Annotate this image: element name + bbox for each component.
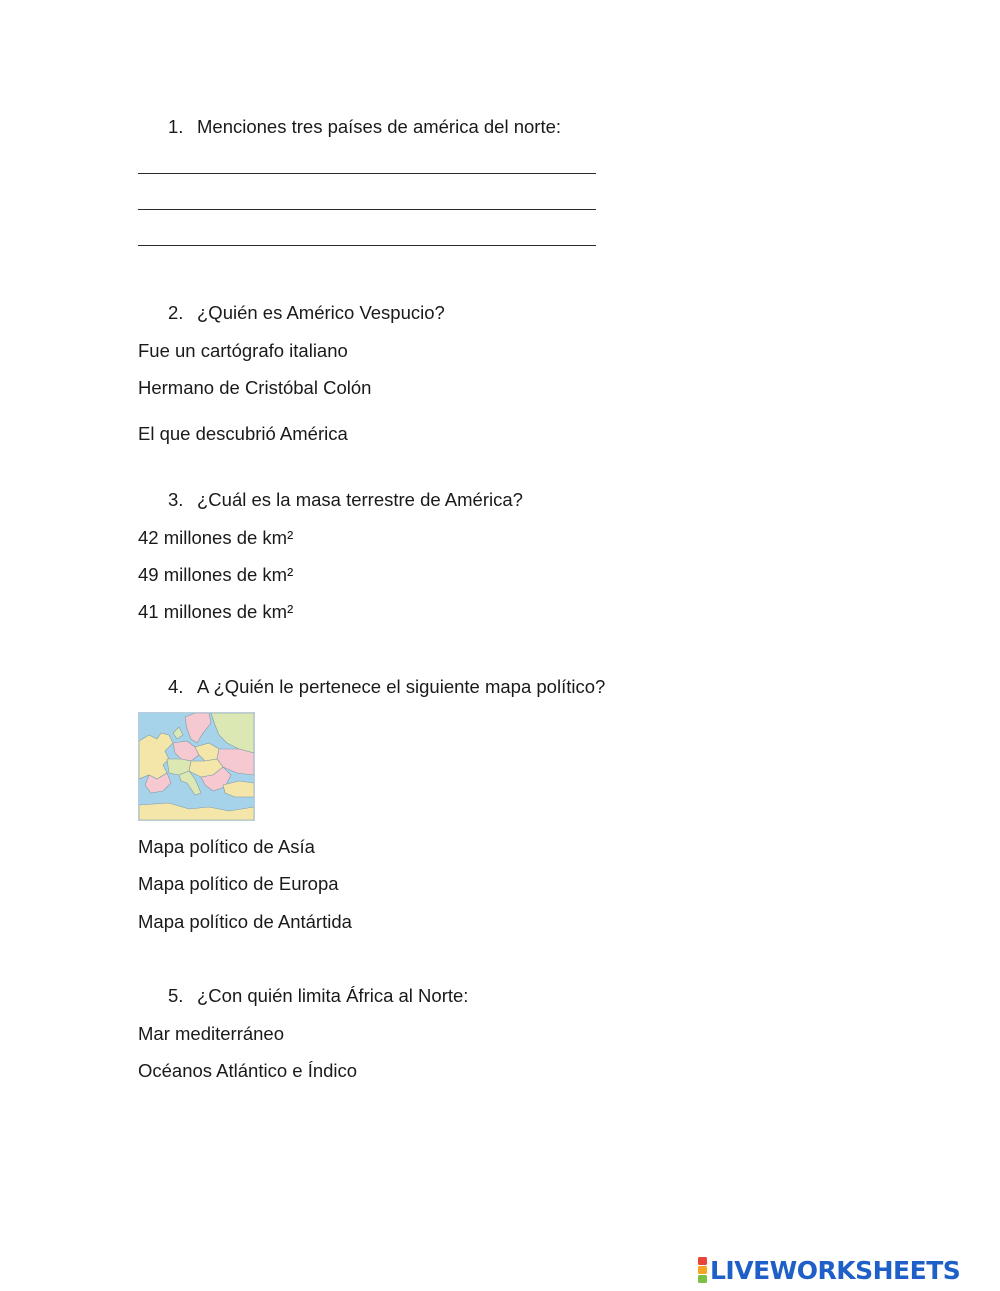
answer-line-1[interactable] (138, 173, 596, 174)
logo-text: LIVEWORKSHEETS (710, 1255, 961, 1285)
question-2-text: ¿Quién es Américo Vespucio? (197, 302, 445, 323)
question-2-number: 2. (168, 302, 184, 323)
q2-option-3[interactable]: El que descubrió América (138, 423, 348, 444)
question-1-text: Menciones tres países de américa del norte: (197, 116, 562, 137)
question-3-text: ¿Cuál es la masa terrestre de América? (197, 489, 523, 510)
question-4-number: 4. (168, 676, 184, 697)
europe-map-drawing (139, 713, 254, 820)
q4-option-1[interactable]: Mapa político de Asía (138, 836, 315, 857)
q3-option-3[interactable]: 41 millones de km² (138, 601, 294, 622)
q2-option-1[interactable]: Fue un cartógrafo italiano (138, 340, 348, 361)
europe-political-map (138, 712, 255, 821)
question-4-text: A ¿Quién le pertenece el siguiente mapa político? (197, 676, 606, 697)
answer-line-3[interactable] (138, 245, 596, 246)
q4-option-2[interactable]: Mapa político de Europa (138, 873, 339, 894)
question-1-number: 1. (168, 116, 184, 137)
question-5-number: 5. (168, 985, 184, 1006)
q5-option-1[interactable]: Mar mediterráneo (138, 1023, 285, 1044)
q5-option-2[interactable]: Océanos Atlántico e Índico (138, 1060, 358, 1081)
q3-option-1[interactable]: 42 millones de km² (138, 527, 294, 548)
q3-option-2[interactable]: 49 millones de km² (138, 564, 294, 585)
liveworksheets-logo (698, 1256, 960, 1284)
logo-cubes-icon (698, 1257, 707, 1283)
question-3-number: 3. (168, 489, 184, 510)
q2-option-2[interactable]: Hermano de Cristóbal Colón (138, 377, 372, 398)
answer-line-2[interactable] (138, 209, 596, 210)
q4-option-3[interactable]: Mapa político de Antártida (138, 911, 352, 932)
question-5-text: ¿Con quién limita África al Norte: (197, 985, 469, 1006)
